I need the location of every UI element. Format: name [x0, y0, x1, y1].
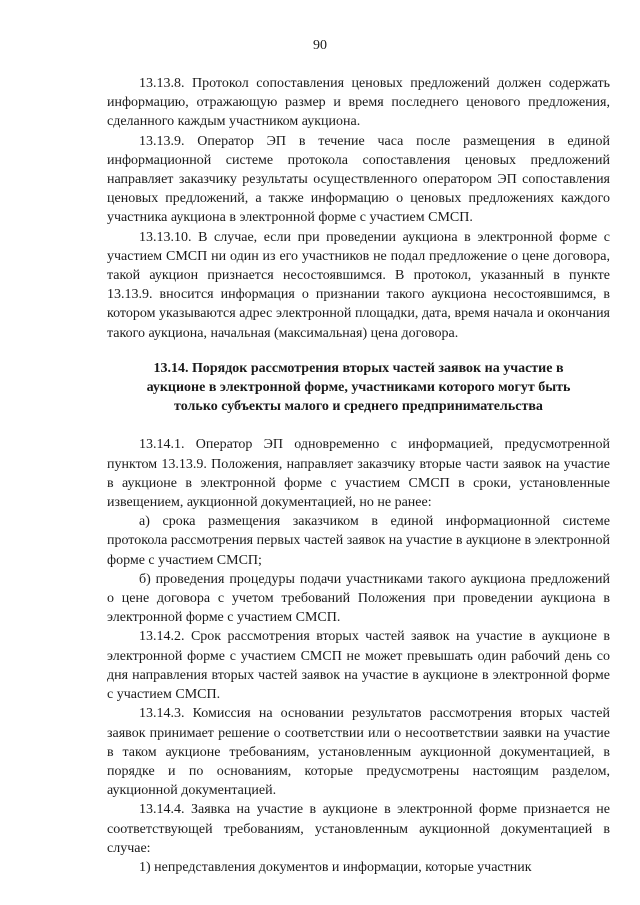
paragraph-13-13-10: 13.13.10. В случае, если при проведении аукциона в электронной форме с участием СМСП ни один из его участников не подал предложение о цене договора, такой аукцион признается несостоявшимся. В протокол, указанный в пункте 13.13.9. вносится информация о признании такого аукциона несостоявшимся, в котором указываются адрес электронной площадки, дата, время начала и окончания такого аукциона, начальная (максимальная) цена договора. — [107, 229, 610, 341]
paragraph-13-14-1: 13.14.1. Оператор ЭП одновременно с информацией, предусмотренной пунктом 13.13.9. Положения, направляет заказчику вторые части заявок на участие в аукционе в электронной форме с участием СМСП в сроки, установленные извещением, аукционной документацией, но не ранее: — [107, 437, 610, 511]
section-heading-13-14: 13.14. Порядок рассмотрения вторых частей заявок на участие в аукционе в электронной форме, участниками которого могут быть только субъекты малого и среднего предпринимательства — [146, 360, 571, 415]
page-number: 90 — [313, 38, 327, 53]
list-item-a: а) срока размещения заказчиком в единой информационной системе протокола рассмотрения первых частей заявок на участие в аукционе в электронной форме с участием СМСП; — [107, 514, 610, 568]
list-item-b: б) проведения процедуры подачи участниками такого аукциона предложений о цене договора с учетом требований Положения при проведении аукциона в электронной форме с участием СМСП. — [107, 571, 610, 626]
paragraph-13-14-2: 13.14.2. Срок рассмотрения вторых частей заявок на участие в аукционе в электронной форме с участием СМСП не может превышать один рабочий день со дня направления вторых частей заявок на участие в аукционе в электронной форме с участием СМСП. — [107, 629, 610, 703]
document-body — [107, 74, 610, 877]
paragraph-13-13-9: 13.13.9. Оператор ЭП в течение часа после размещения в единой информационной системе протокола сопоставления ценовых предложений направляет заказчику результаты осуществленного оператором ЭП сопоставления ценовых предложений, а также информацию о ценовых предложениях каждого участника аукциона в электронной форме с участием СМСП. — [107, 133, 610, 226]
list-item-1: 1) непредставления документов и информации, которые участник — [139, 859, 532, 875]
paragraph-13-14-4: 13.14.4. Заявка на участие в аукционе в электронной форме признается не соответствующей требованиям, установленным аукционной документацией в случае: — [107, 802, 610, 856]
paragraph-13-13-8: 13.13.8. Протокол сопоставления ценовых предложений должен содержать информацию, отражающую размер и время последнего ценового предложения, сделанного каждым участником аукциона. — [107, 76, 610, 130]
paragraph-13-14-3: 13.14.3. Комиссия на основании результатов рассмотрения вторых частей заявок принимает решение о соответствии или о несоответствии заявки на участие в таком аукционе требованиям, установленным аукционной документацией, в порядке и по основаниям, которые предусмотрены настоящим разделом, аукционной документацией. — [107, 706, 610, 799]
